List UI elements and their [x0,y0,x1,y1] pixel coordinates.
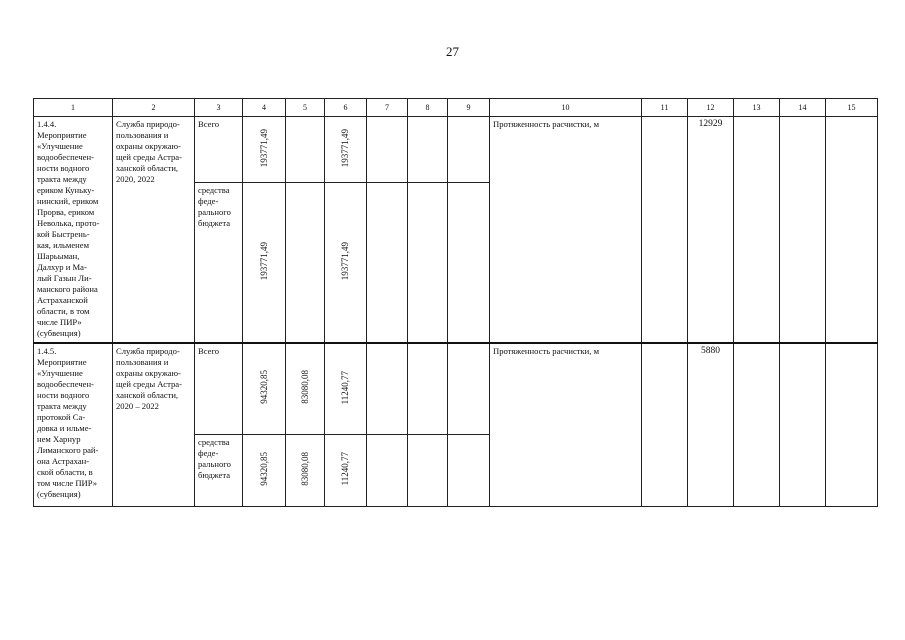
measure-name: 1.4.4. Мероприятие «Улучшение водообеспечен- ности водного тракта между ериком Куньку- нинский, ериком Прорва, ериком Неволька, прото- кой Быстрень- кая, ильменем Шарьыман, Далхур и Ма- лый Газын Ли- манского района Астраханской области, в том числе ПИР» (субвенция) [37,119,100,338]
empty-cell [448,117,490,183]
empty-cell [780,117,826,343]
empty-cell [734,117,780,343]
amount-col6-cell [325,183,367,343]
empty-cell [734,343,780,507]
header-cell: 2 [113,99,195,117]
empty-cell [367,183,408,343]
empty-cell [408,343,448,435]
header-cell: 10 [490,99,642,117]
total-amount: 193771,49 [258,128,269,168]
header-cell: 11 [642,99,688,117]
page-number: 27 [446,44,459,59]
source-label: средства феде- рального бюджета [195,183,243,343]
total-amount-cell [243,117,286,183]
executor-cell [113,117,195,343]
indicator-value: 12929 [688,117,734,343]
header-cell: 9 [448,99,490,117]
amount-col5-cell [286,343,325,435]
total-amount: 193771,49 [258,241,269,280]
budget-table [33,98,878,507]
source-label: средства феде- рального бюджета [195,435,243,507]
header-cell: 4 [243,99,286,117]
amount-col5: 83080,08 [299,452,310,486]
amount-col6: 193771,49 [340,128,350,168]
empty-cell [448,343,490,435]
total-amount-cell [243,343,286,435]
total-amount-cell [243,183,286,343]
header-cell: 7 [367,99,408,117]
header-cell: 5 [286,99,325,117]
amount-col6: 193771,49 [340,241,350,280]
amount-col6-cell [325,117,367,183]
source-label: Всего [195,117,243,183]
header-row [34,99,878,117]
header-cell: 6 [325,99,367,117]
empty-cell [367,117,408,183]
header-cell: 3 [195,99,243,117]
measure-name: 1.4.5. Мероприятие «Улучшение водообеспечен- ности водного тракта между протокой Са- довка и ильме- нем Харнур Лиманского рай- она Астрахан- ской области, в том числе ПИР» (субвенция) [37,345,99,499]
empty-cell [367,435,408,507]
amount-col6-cell [325,435,367,507]
empty-cell [826,343,878,507]
source-label: Всего [195,343,243,435]
amount-col5-cell [286,435,325,507]
amount-col5-cell [286,117,325,183]
total-amount: 94320,85 [258,452,269,486]
empty-cell [448,435,490,507]
header-cell: 15 [826,99,878,117]
empty-cell [826,117,878,343]
amount-col6: 11240,77 [340,370,350,404]
total-amount-cell [243,435,286,507]
executor-cell [113,343,195,507]
table-row [34,117,878,183]
indicator-cell: Протяженность расчистки, м [490,343,642,507]
amount-col6: 11240,77 [340,452,350,486]
measure-name-cell [34,343,113,507]
executor-text: Служба природо- пользования и охраны окружаю- щей среды Астра- ханской области, 2020 – 2022 [116,345,182,411]
amount-col5-cell [286,183,325,343]
empty-cell [408,183,448,343]
header-cell: 12 [688,99,734,117]
executor-text: Служба природо- пользования и охраны окружаю- щей среды Астра- ханской области, 2020, 2022 [116,119,182,184]
header-cell: 14 [780,99,826,117]
empty-cell [780,343,826,507]
amount-col6-cell [325,343,367,435]
header-cell: 13 [734,99,780,117]
total-amount: 94320,85 [258,370,269,405]
empty-cell [448,183,490,343]
empty-cell [408,117,448,183]
header-cell: 1 [34,99,113,117]
measure-name-cell [34,117,113,343]
amount-col5: 83080,08 [299,370,310,405]
header-cell: 8 [408,99,448,117]
table-row [34,343,878,435]
empty-cell [367,343,408,435]
indicator-value: 5880 [688,343,734,507]
empty-cell [642,117,688,343]
empty-cell [642,343,688,507]
indicator-cell: Протяженность расчистки, м [490,117,642,343]
empty-cell [408,435,448,507]
